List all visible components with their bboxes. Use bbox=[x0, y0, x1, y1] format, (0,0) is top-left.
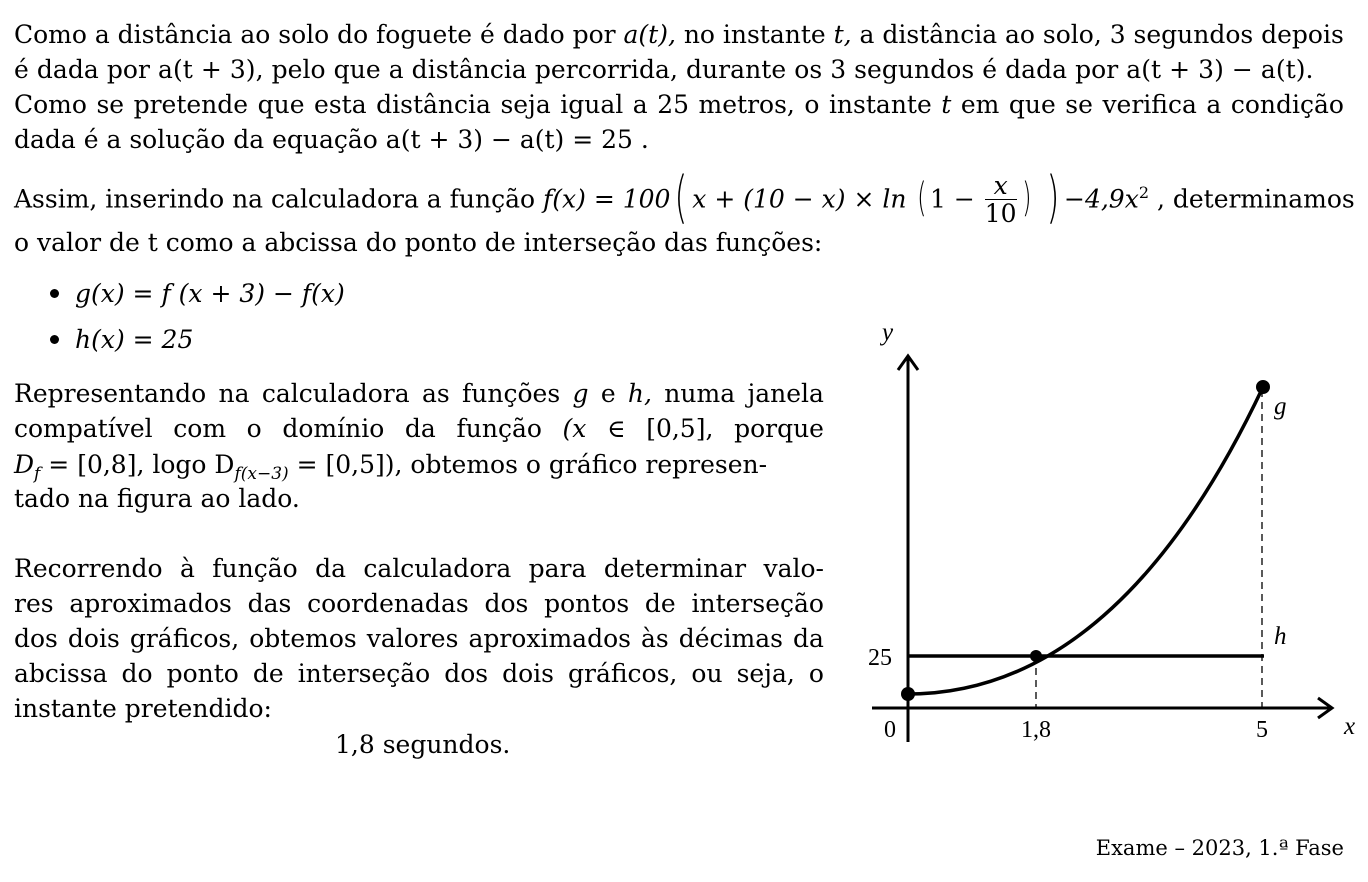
word: esta bbox=[314, 90, 367, 119]
word: do bbox=[337, 20, 369, 49]
domain-symbol: D bbox=[14, 450, 35, 479]
word: dois bbox=[67, 624, 120, 653]
word: que bbox=[1008, 90, 1056, 119]
word: aproximados bbox=[69, 589, 232, 618]
paragraph-1-line-3 bbox=[14, 90, 1344, 120]
word: janela bbox=[747, 379, 824, 408]
x-tick-5: 5 bbox=[1256, 717, 1268, 743]
formula-tail-sup: 2 bbox=[1138, 183, 1149, 202]
word: calculadora bbox=[261, 379, 410, 408]
word: solo, bbox=[1042, 20, 1102, 49]
formula-fraction bbox=[985, 173, 1017, 228]
word: porque bbox=[734, 414, 824, 443]
paragraph-4-line-4 bbox=[14, 659, 824, 689]
paragraph-3-line-1 bbox=[14, 379, 824, 409]
word: da bbox=[404, 414, 436, 443]
paragraph-3-line-4: tado na figura ao lado. bbox=[14, 484, 300, 513]
word: ao bbox=[240, 20, 271, 49]
word: valo- bbox=[763, 554, 824, 583]
word: Como bbox=[14, 90, 87, 119]
point-g-start bbox=[901, 687, 915, 701]
word: segundos bbox=[1133, 20, 1254, 49]
paragraph-1-line-2: é dada por a(t + 3), pelo que a distância percorrida, durante os 3 segundos é dada por a(t + 3) − a(t). bbox=[14, 55, 1314, 84]
word: se bbox=[1065, 90, 1093, 119]
word: de bbox=[252, 659, 284, 688]
word: domínio bbox=[282, 414, 385, 443]
fraction-numerator: x bbox=[985, 173, 1017, 200]
word: e bbox=[600, 379, 616, 408]
word: a bbox=[859, 20, 875, 49]
y-tick-25: 25 bbox=[868, 645, 892, 671]
series-h-label: h bbox=[1274, 623, 1287, 650]
word: interseção bbox=[691, 589, 824, 618]
word: igual bbox=[560, 90, 624, 119]
paragraph-3-line-3-middle: = [0,8], logo D bbox=[48, 450, 235, 479]
bullet-item-h bbox=[50, 325, 193, 355]
word: a bbox=[94, 20, 110, 49]
word: valores bbox=[366, 624, 459, 653]
word: ∈ bbox=[607, 414, 626, 443]
word: metros, bbox=[698, 90, 795, 119]
paragraph-3-line-3-end: = [0,5]), obtemos o gráfico represen- bbox=[296, 450, 768, 479]
word: a bbox=[1206, 90, 1222, 119]
formula-inner: x + (10 − x) × ln bbox=[692, 184, 907, 214]
word: compatível bbox=[14, 414, 153, 443]
word: das bbox=[247, 589, 292, 618]
exam-source-footer: Exame – 2023, 1.ª Fase bbox=[1095, 836, 1344, 860]
word: que bbox=[257, 90, 305, 119]
word: seja, bbox=[736, 659, 795, 688]
x-axis-label: x bbox=[1344, 713, 1356, 740]
word: à bbox=[179, 554, 195, 583]
word: se bbox=[96, 90, 125, 119]
word: em bbox=[960, 90, 1000, 119]
word: as bbox=[421, 379, 450, 408]
domain-subscript: f bbox=[34, 464, 41, 484]
word: instante bbox=[722, 20, 826, 49]
paragraph-3-line-2 bbox=[14, 414, 824, 444]
paragraph-2-line-2: o valor de t como a abcissa do ponto de interseção das funções: bbox=[14, 228, 823, 257]
point-intersection bbox=[1030, 650, 1042, 662]
word: (x bbox=[562, 414, 587, 443]
word: interseção bbox=[297, 659, 431, 688]
word: função bbox=[212, 554, 298, 583]
formula-one-minus: 1 − bbox=[930, 184, 975, 214]
word: verifica bbox=[1102, 90, 1197, 119]
word: distância bbox=[882, 20, 998, 49]
word: foguete bbox=[376, 20, 473, 49]
word: na bbox=[218, 379, 250, 408]
word: gráficos, bbox=[568, 659, 678, 688]
word: dos bbox=[484, 589, 529, 618]
word: res bbox=[14, 589, 54, 618]
word: a(t), bbox=[623, 20, 676, 49]
word: a bbox=[632, 90, 648, 119]
word: instante bbox=[828, 90, 932, 119]
word: 3 bbox=[1109, 20, 1126, 49]
word: calculadora bbox=[363, 554, 512, 583]
y-axis-label: y bbox=[882, 319, 894, 346]
bullet-text: g(x) = f (x + 3) − f(x) bbox=[75, 279, 345, 308]
word: ponto bbox=[166, 659, 239, 688]
formula-lhs: f(x) = 100 bbox=[543, 184, 671, 214]
word: décimas bbox=[678, 624, 783, 653]
word: pretende bbox=[133, 90, 249, 119]
word: do bbox=[121, 659, 153, 688]
origin-label: 0 bbox=[884, 717, 896, 743]
word: no bbox=[683, 20, 715, 49]
series-g-curve bbox=[908, 387, 1263, 694]
word: dos bbox=[444, 659, 489, 688]
word: distância bbox=[376, 90, 491, 119]
bullet-item-g bbox=[50, 279, 345, 309]
series-g-label: g bbox=[1274, 393, 1287, 420]
bullet-text: h(x) = 25 bbox=[75, 325, 194, 354]
point-g-end bbox=[1256, 380, 1270, 394]
word: com bbox=[173, 414, 227, 443]
word: pontos bbox=[544, 589, 630, 618]
word: 25 bbox=[657, 90, 689, 119]
function-graph bbox=[860, 310, 1360, 750]
paragraph-2-pre: Assim, inserindo na calculadora a função bbox=[14, 184, 536, 214]
word: o bbox=[246, 414, 262, 443]
word: função bbox=[456, 414, 542, 443]
word: ao bbox=[1005, 20, 1035, 49]
paragraph-4-line-5: instante pretendido: bbox=[14, 694, 272, 723]
paragraph-4-line-1 bbox=[14, 554, 824, 584]
word: gráficos, bbox=[129, 624, 240, 653]
word: o bbox=[804, 90, 820, 119]
bullet-dot bbox=[50, 289, 59, 298]
word: o bbox=[808, 659, 824, 688]
word: aproximados bbox=[468, 624, 631, 653]
word: [0,5], bbox=[646, 414, 714, 443]
word: condição bbox=[1230, 90, 1344, 119]
big-paren-close: ) bbox=[1046, 164, 1060, 230]
word: obtemos bbox=[249, 624, 357, 653]
word: coordenadas bbox=[307, 589, 469, 618]
paragraph-4-line-3 bbox=[14, 624, 824, 654]
word: para bbox=[528, 554, 587, 583]
x-tick-1-8: 1,8 bbox=[1021, 717, 1051, 743]
paragraph-1-line-1 bbox=[14, 20, 1344, 50]
fraction-denominator: 10 bbox=[984, 199, 1017, 229]
word: da bbox=[315, 554, 346, 583]
word: é bbox=[480, 20, 495, 49]
word: por bbox=[572, 20, 616, 49]
paragraph-1-line-4: dada é a solução da equação a(t + 3) − a(t) = 25 . bbox=[14, 125, 649, 154]
big-paren-open: ( bbox=[674, 164, 688, 230]
paragraph-2-formula-line bbox=[14, 158, 1355, 228]
word: dado bbox=[502, 20, 565, 49]
word: abcissa bbox=[14, 659, 108, 688]
formula-tail: −4,9x bbox=[1064, 184, 1139, 214]
word: dois bbox=[502, 659, 554, 688]
word: da bbox=[793, 624, 824, 653]
word: t bbox=[941, 90, 952, 119]
bullet-dot bbox=[50, 335, 59, 344]
word: depois bbox=[1261, 20, 1344, 49]
word: Recorrendo bbox=[14, 554, 163, 583]
word: seja bbox=[500, 90, 551, 119]
word: às bbox=[640, 624, 669, 653]
mid-paren-open: ( bbox=[917, 174, 927, 221]
word: h, bbox=[627, 379, 652, 408]
word: t, bbox=[833, 20, 852, 49]
word: numa bbox=[664, 379, 736, 408]
word: determinar bbox=[603, 554, 747, 583]
word: funções bbox=[462, 379, 561, 408]
word: de bbox=[644, 589, 676, 618]
word: distância bbox=[117, 20, 233, 49]
word: g bbox=[572, 379, 589, 408]
word: dos bbox=[14, 624, 58, 653]
word: solo bbox=[278, 20, 330, 49]
word: Representando bbox=[14, 379, 207, 408]
word: Como bbox=[14, 20, 87, 49]
mid-paren-close: ) bbox=[1021, 174, 1032, 221]
answer-text: 1,8 segundos. bbox=[335, 730, 511, 759]
word: ou bbox=[691, 659, 723, 688]
domain-subscript-shifted: f(x−3) bbox=[234, 464, 289, 484]
paragraph-2-post: , determinamos bbox=[1156, 184, 1355, 214]
paragraph-4-line-2 bbox=[14, 589, 824, 619]
